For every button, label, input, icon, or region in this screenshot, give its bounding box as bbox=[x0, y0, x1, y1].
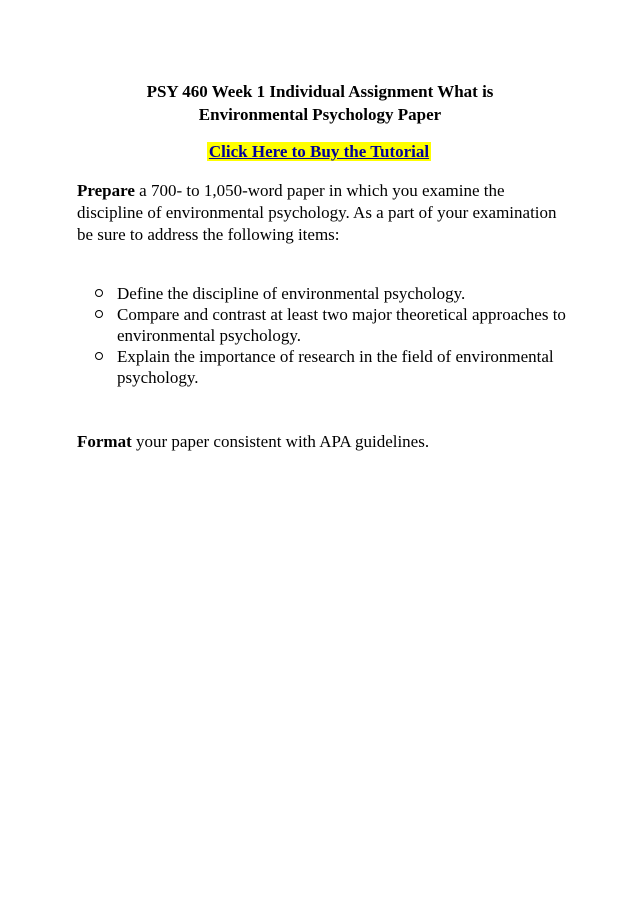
bullet-icon bbox=[95, 289, 103, 297]
intro-lead: Prepare bbox=[77, 181, 135, 200]
bullet-icon bbox=[95, 310, 103, 318]
list-item bbox=[117, 283, 587, 304]
format-text: your paper consistent with APA guidelines. bbox=[131, 432, 430, 451]
buy-tutorial-link[interactable]: Click Here to Buy the Tutorial bbox=[208, 142, 430, 161]
list-item bbox=[117, 304, 587, 346]
list-item-text: Explain the importance of research in the field of environmental psychology. bbox=[117, 347, 554, 387]
requirements-list bbox=[77, 283, 587, 388]
format-lead: Format bbox=[77, 432, 132, 451]
list-item-text: Compare and contrast at least two major theoretical approaches to environmental psychology. bbox=[117, 305, 566, 345]
intro-text: a 700- to 1,050-word paper in which you examine the discipline of environmental psychology. As a part of your examination be sure to address the following items: bbox=[77, 181, 557, 244]
tutorial-link-container bbox=[0, 142, 638, 162]
format-paragraph bbox=[77, 431, 567, 453]
title-line-2: Environmental Psychology Paper bbox=[198, 105, 442, 124]
list-item-text: Define the discipline of environmental psychology. bbox=[117, 284, 466, 303]
bullet-icon bbox=[95, 352, 103, 360]
intro-paragraph bbox=[77, 180, 567, 246]
list-item bbox=[117, 346, 587, 388]
title-line-1: PSY 460 Week 1 Individual Assignment What is bbox=[146, 82, 494, 101]
document-title bbox=[60, 80, 580, 126]
